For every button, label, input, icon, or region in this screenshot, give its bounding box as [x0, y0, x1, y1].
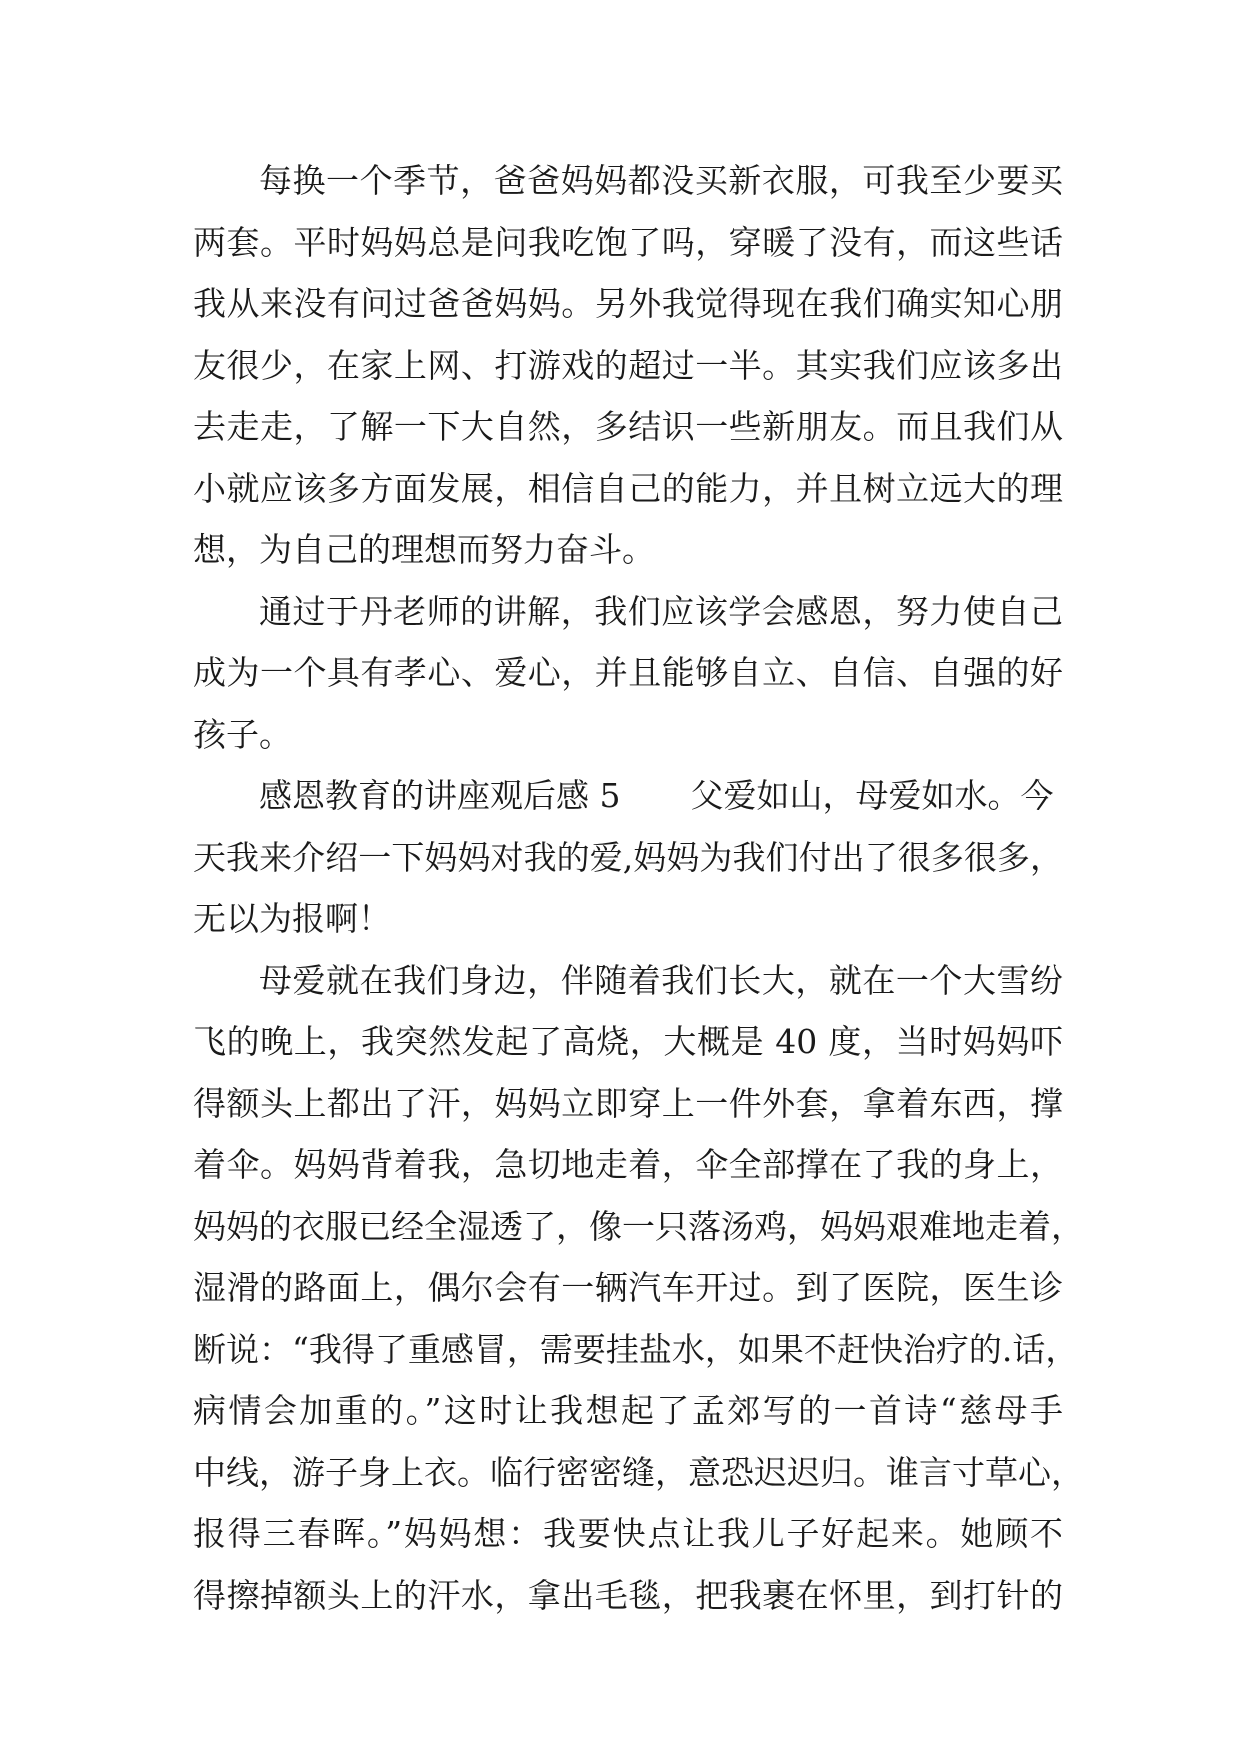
paragraph-1 [193, 150, 1063, 581]
text-line: 得擦掉额头上的汗水，拿出毛毯，把我裹在怀里，到打针的 [193, 1575, 1063, 1615]
text-line: 每换一个季节，爸爸妈妈都没买新衣服，可我至少要买 [259, 161, 1063, 200]
text-line: 小就应该多方面发展，相信自己的能力，并且树立远大的理 [193, 468, 1063, 508]
text-line: 妈妈的衣服已经全湿透了，像一只落汤鸡，妈妈艰难地走着， [193, 1206, 1084, 1246]
paragraph-3 [193, 765, 1063, 950]
section-heading: 感恩教育的讲座观后感 5 [259, 776, 621, 815]
text-line: 母爱就在我们身边，伴随着我们长大，就在一个大雪纷 [259, 960, 1063, 1000]
text-line: 去走走，了解一下大自然，多结识一些新朋友。而且我们从 [193, 407, 1063, 446]
text-line: 中线，游子身上衣。临行密密缝，意恐迟迟归。谁言寸草心， [193, 1452, 1084, 1492]
text-line: 两套。平时妈妈总是问我吃饱了吗，穿暖了没有，而这些话 [193, 222, 1063, 262]
text-line: 报得三春晖。”妈妈想：我要快点让我儿子好起来。她顾不 [193, 1514, 1063, 1553]
paragraph-4 [193, 950, 1084, 1627]
document-body [193, 150, 1084, 1626]
text-line: 成为一个具有孝心、爱心，并且能够自立、自信、自强的好 [193, 653, 1063, 692]
heading-line [193, 765, 1063, 827]
text-line: 着伞。妈妈背着我，急切地走着，伞全部撑在了我的身上， [193, 1145, 1063, 1184]
text-line: 通过于丹老师的讲解，我们应该学会感恩，努力使自己 [259, 591, 1063, 631]
heading-continuation: 父爱如山，母爱如水。今 [690, 776, 1054, 815]
text-line: 飞的晚上，我突然发起了高烧，大概是 40 度，当时妈妈吓 [193, 1022, 1063, 1061]
text-line: 断说：“我得了重感冒，需要挂盐水，如果不赶快治疗的.话， [193, 1329, 1079, 1369]
text-line: 想，为自己的理想而努力奋斗。 [193, 530, 655, 569]
text-line: 无以为报啊！ [193, 899, 391, 938]
text-line: 友很少，在家上网、打游戏的超过一半。其实我们应该多出 [193, 345, 1063, 385]
paragraph-2 [193, 581, 1063, 766]
text-line: 我从来没有问过爸爸妈妈。另外我觉得现在我们确实知心朋 [193, 284, 1063, 323]
text-line: 天我来介绍一下妈妈对我的爱,妈妈为我们付出了很多很多， [193, 837, 1063, 877]
text-line: 病情会加重的。”这时让我想起了孟郊写的一首诗“慈母手 [193, 1391, 1063, 1430]
text-line: 孩子。 [193, 714, 292, 754]
text-line: 湿滑的路面上，偶尔会有一辆汽车开过。到了医院，医生诊 [193, 1268, 1063, 1307]
text-line: 得额头上都出了汗，妈妈立即穿上一件外套，拿着东西，撑 [193, 1083, 1063, 1123]
